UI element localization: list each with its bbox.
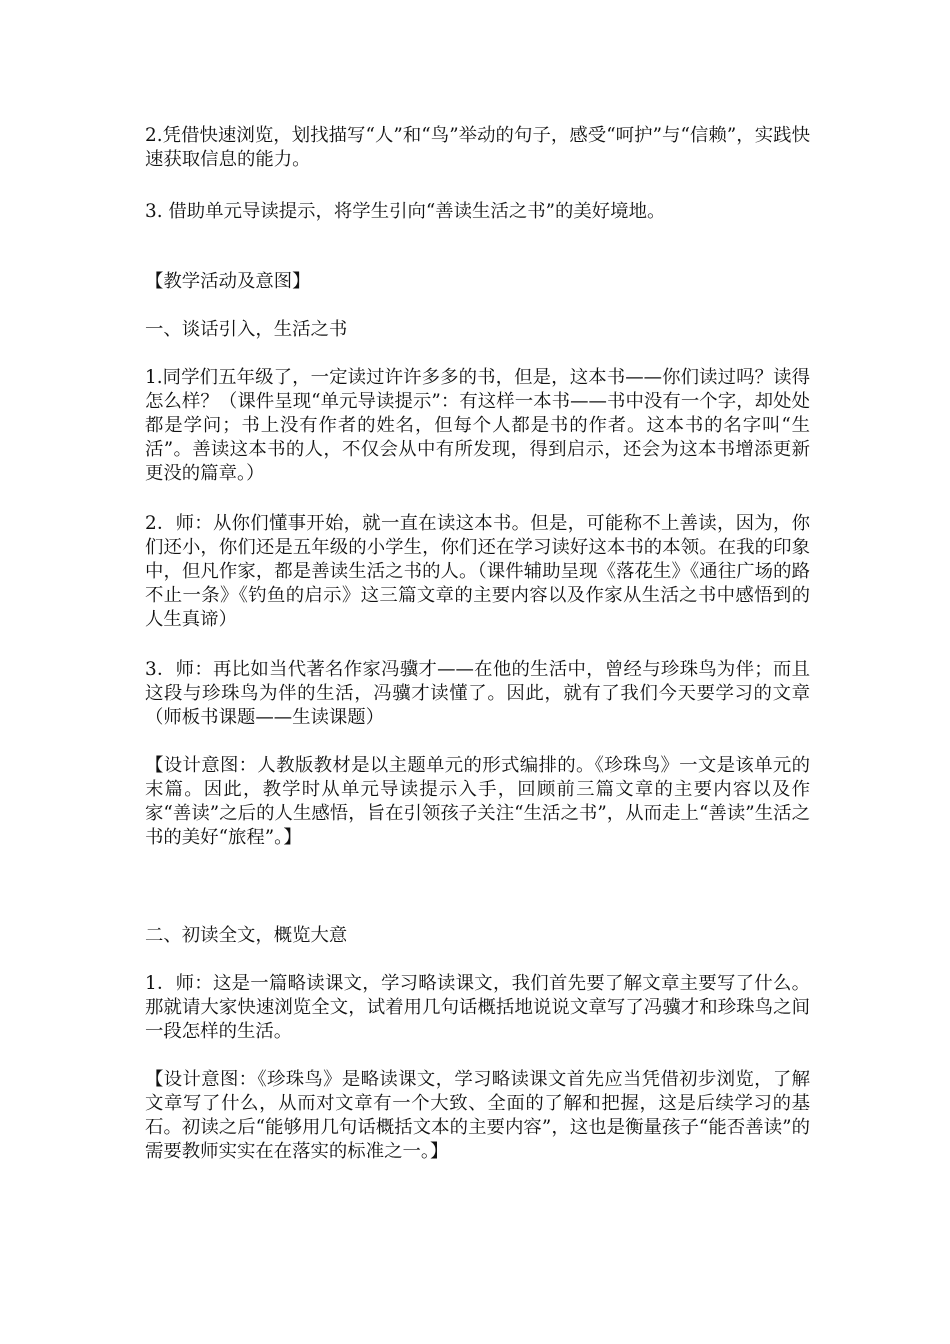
objective-paragraph-2: 2.凭借快速浏览，划找描写“人”和“鸟”举动的句子，感受“呵护”与“信赖”，实践快速获取信息的能力。 [145,125,810,170]
activity-paragraph-1: 1.同学们五年级了，一定读过许许多多的书，但是，这本书——你们读过吗？读得怎么样？（课件呈现“单元导读提示”：有这样一本书——书中没有一个字，却处处都是学问；书上没有作者的姓名，但每个人都是书的作者。这本书的名字叫“生活”。善读这本书的人，不仅会从中有所发现，得到启示，还会为这本书增添更新更没的篇章。） [145,367,810,484]
activity-paragraph-2: 2．师：从你们懂事开始，就一直在读这本书。但是，可能称不上善读，因为，你们还小，你们还是五年级的小学生，你们还在学习读好这本书的本领。在我的印象中，但凡作家，都是善读生活之书的人。（课件辅助呈现《落花生》《通往广场的路不止一条》《钓鱼的启示》这三篇文章的主要内容以及作家从生活之书中感悟到的人生真谛） [145,513,810,630]
objective-paragraph-3: 3. 借助单元导读提示，将学生引向“善读生活之书”的美好境地。 [145,201,666,222]
design-intent-paragraph-1: 【设计意图：人教版教材是以主题单元的形式编排的。《珍珠鸟》一文是该单元的末篇。因此，教学时从单元导读提示入手，回顾前三篇文章的主要内容以及作家“善读”之后的人生感悟，旨在引领孩子关注“生活之书”，从而走上“善读”生活之书的美好“旅程”。】 [145,755,810,848]
section-heading-part-2: 二、初读全文，概览大意 [145,925,348,946]
activity-paragraph-3: 3．师：再比如当代著名作家冯骥才——在他的生活中，曾经与珍珠鸟为伴；而且这段与珍珠鸟为伴的生活，冯骥才读懂了。因此，就有了我们今天要学习的文章（师板书课题——生读课题） [145,659,810,728]
reading-paragraph-1: 1．师：这是一篇略读课文，学习略读课文，我们首先要了解文章主要写了什么。那就请大家快速浏览全文，试着用几句话概括地说说文章写了冯骥才和珍珠鸟之间一段怎样的生活。 [145,973,810,1042]
section-heading-activities: 【教学活动及意图】 [145,271,311,292]
design-intent-paragraph-2: 【设计意图：《珍珠鸟》是略读课文，学习略读课文首先应当凭借初步浏览，了解文章写了什么，从而对文章有一个大致、全面的了解和把握，这是后续学习的基石。初读之后“能够用几句话概括文本的主要内容”，这也是衡量孩子“能否善读”的需要教师实实在在落实的标准之一。】 [145,1069,810,1162]
section-heading-part-1: 一、谈话引入，生活之书 [145,319,348,340]
